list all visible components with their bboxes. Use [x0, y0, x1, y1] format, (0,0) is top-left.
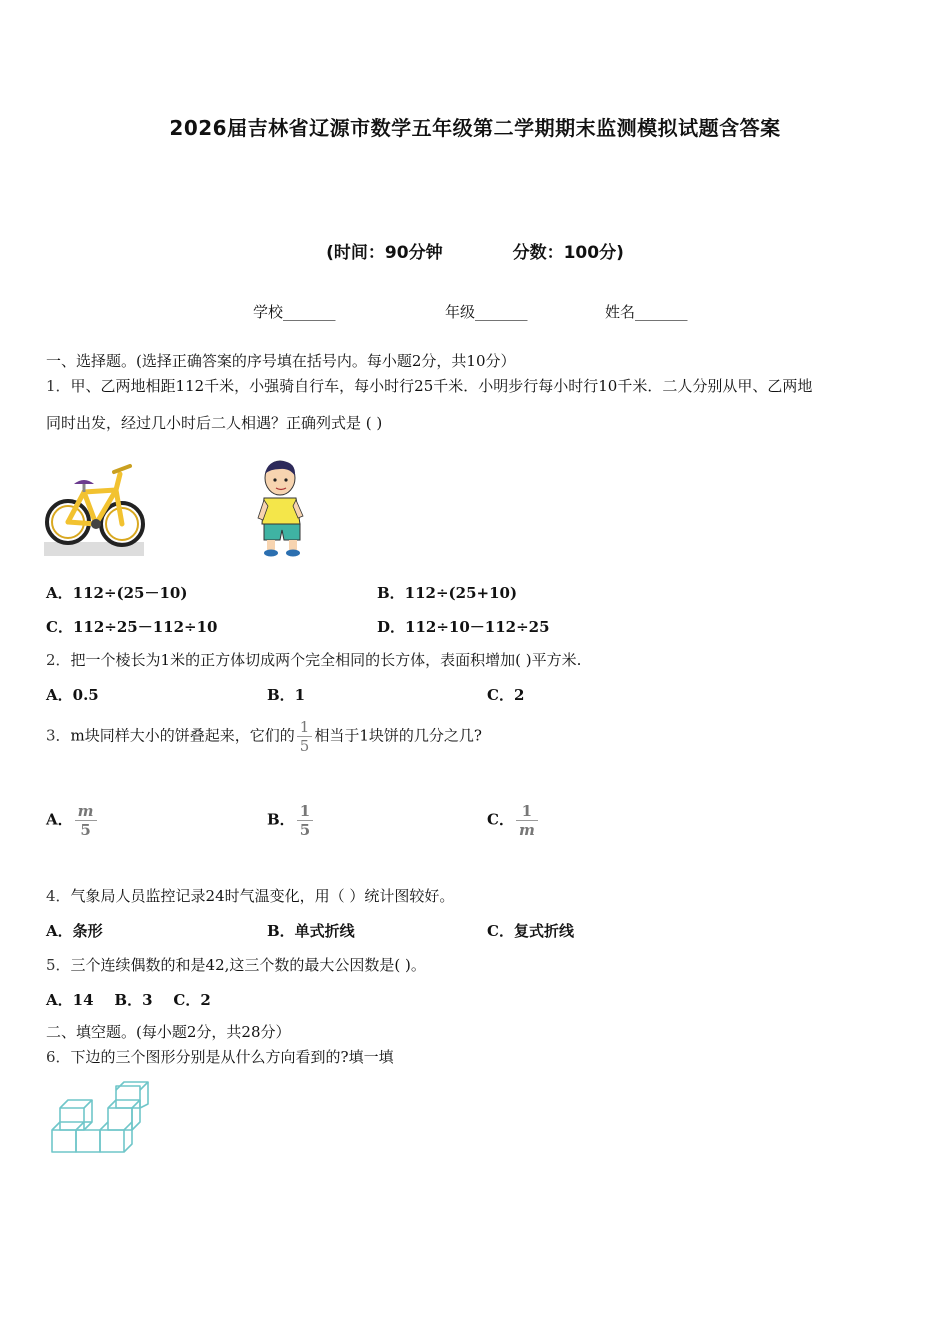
q3-option-c: C． $\frac{1}{m}$	[487, 802, 540, 839]
question-number: 4．	[46, 887, 71, 905]
cube-stack-image	[48, 1080, 154, 1158]
q2-option-c: C．2	[487, 686, 525, 704]
question-text: 把一个棱长为1米的正方体切成两个完全相同的长方体，表面积增加( )平方米.	[70, 651, 582, 669]
fraction: $\frac{1}{5}$	[297, 718, 313, 755]
q1-option-d: D．112÷10－112÷25	[377, 618, 550, 636]
q2-option-b: B．1	[267, 686, 306, 704]
fraction: $\frac{1}{m}$	[516, 802, 538, 839]
question-text: 下边的三个图形分别是从什么方向看到的?填一填	[70, 1048, 394, 1066]
q2-option-a: A．0.5	[46, 686, 99, 704]
q3-option-a: A． $\frac{m}{5}$	[46, 802, 99, 839]
q1-option-a: A．112÷(25－10)	[46, 584, 188, 602]
exam-meta	[0, 238, 950, 263]
boy-image	[256, 458, 308, 558]
q5-options: A．14 B．3 C．2	[46, 991, 211, 1009]
question-text: m块同样大小的饼叠起来，它们的	[70, 726, 295, 745]
grade-field: 年级_______	[445, 303, 528, 321]
question-1-line1	[46, 376, 812, 396]
question-text: 三个连续偶数的和是42,这三个数的最大公因数是( )。	[70, 956, 426, 974]
question-3	[46, 718, 482, 755]
fraction: $\frac{1}{5}$	[297, 802, 313, 839]
question-number: 1．	[46, 377, 71, 395]
exam-score: 分数：100分)	[512, 243, 624, 263]
q4-option-a: A．条形	[46, 922, 103, 940]
question-text-end: 相当于1块饼的几分之几?	[314, 726, 482, 745]
school-field: 学校_______	[253, 303, 336, 321]
name-field: 姓名_______	[605, 303, 688, 321]
exam-time: (时间：90分钟	[326, 243, 443, 263]
q4-option-b: B．单式折线	[267, 922, 355, 940]
question-text: 甲、乙两地相距112千米，小强骑自行车，每小时行25千米．小明步行每小时行10千米．二人分别从甲、乙两地	[70, 377, 813, 395]
question-number: 3．	[46, 726, 71, 745]
question-6	[46, 1047, 394, 1067]
q1-option-b: B．112÷(25+10)	[377, 584, 518, 602]
question-2	[46, 650, 581, 670]
question-5	[46, 955, 426, 975]
question-number: 6．	[46, 1048, 71, 1066]
question-number: 5．	[46, 956, 71, 974]
page-title: 2026届吉林省辽源市数学五年级第二学期期末监测模拟试题含答案	[169, 116, 781, 140]
question-4	[46, 886, 454, 906]
question-text: 气象局人员监控记录24时气温变化，用（ ）统计图较好。	[70, 887, 455, 905]
q4-option-c: C．复式折线	[487, 922, 574, 940]
fraction: $\frac{m}{5}$	[75, 802, 97, 839]
bicycle-image	[44, 462, 146, 558]
question-1-line2: 同时出发，经过几小时后二人相遇？正确列式是 ( )	[46, 414, 383, 432]
q1-option-c: C．112÷25－112÷10	[46, 618, 218, 636]
question-number: 2．	[46, 651, 71, 669]
section1-heading: 一、选择题。(选择正确答案的序号填在括号内。每小题2分，共10分）	[46, 352, 516, 370]
section2-heading: 二、填空题。(每小题2分，共28分）	[46, 1023, 291, 1041]
q3-option-b: B． $\frac{1}{5}$	[267, 802, 315, 839]
